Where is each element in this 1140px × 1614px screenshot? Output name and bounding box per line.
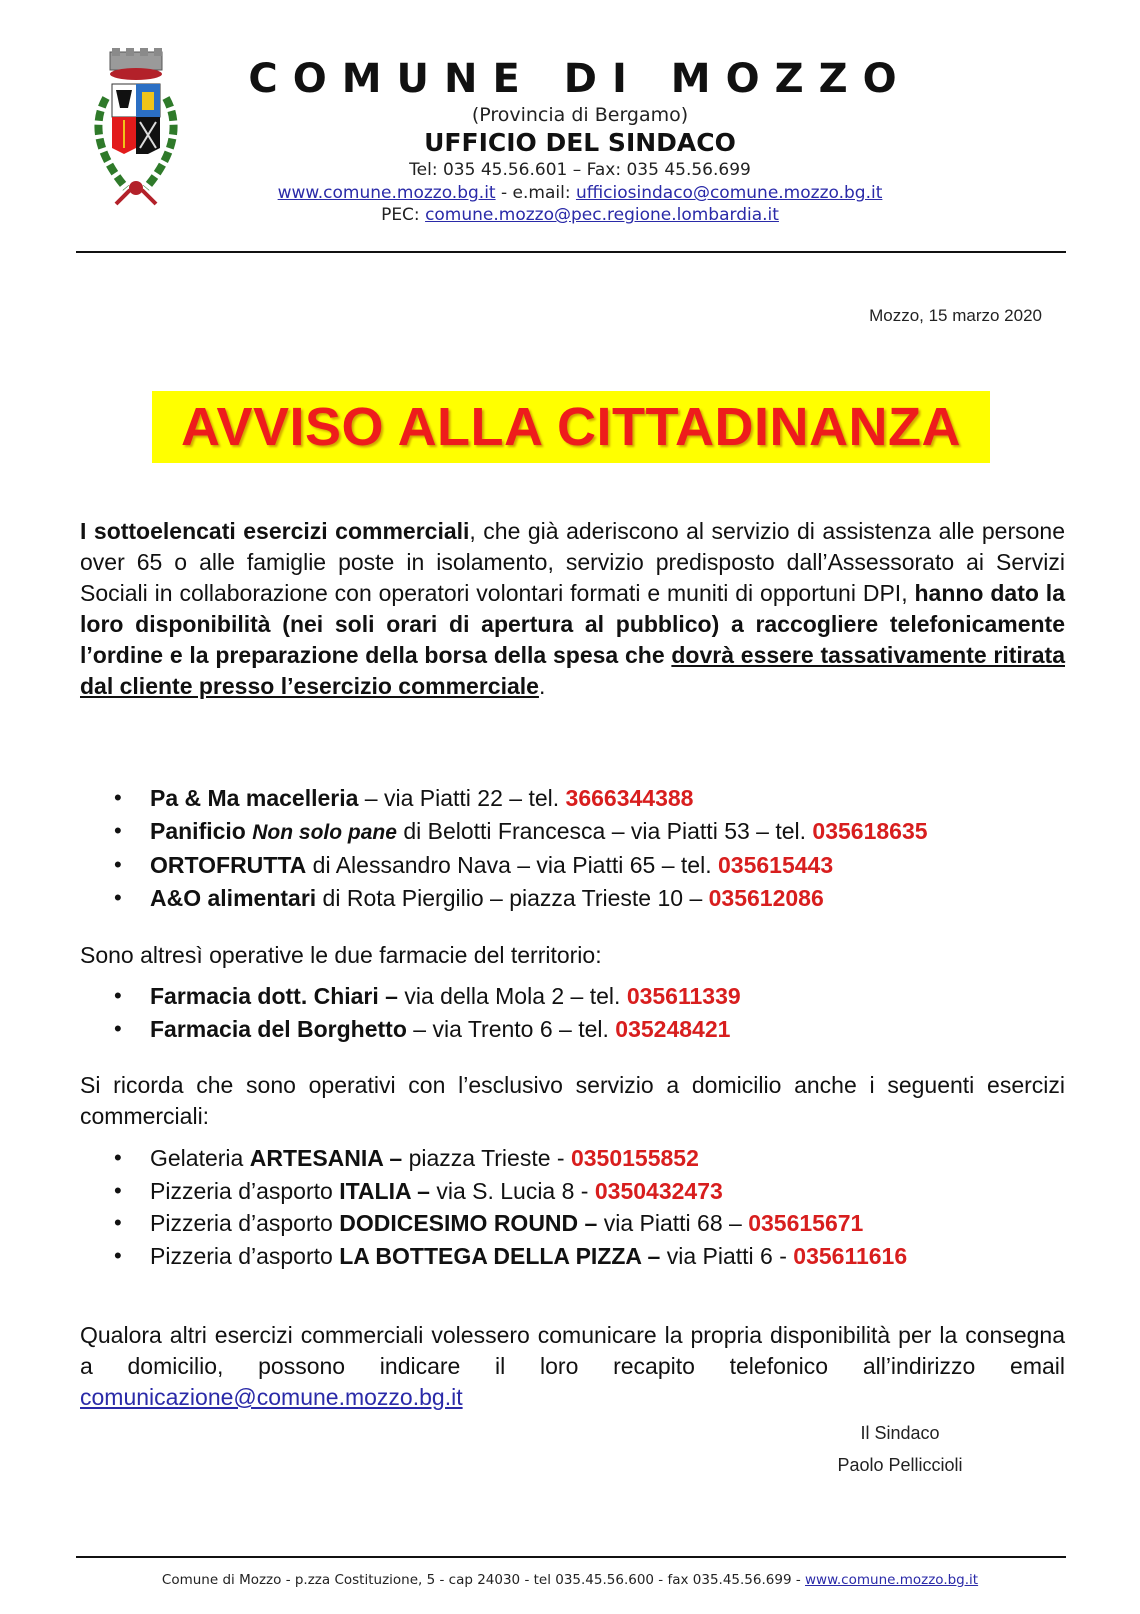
pharmacy-phone[interactable]: 035611339 xyxy=(626,983,741,1009)
list-item xyxy=(108,1207,907,1240)
intro-paragraph xyxy=(80,516,1065,702)
closing-paragraph xyxy=(80,1320,1065,1413)
shop-name: ORTOFRUTTA xyxy=(150,852,307,878)
business-type: Pizzeria d’asporto xyxy=(150,1210,340,1236)
delivery-list xyxy=(108,1142,907,1272)
footer-address: Comune di Mozzo - p.zza Costituzione, 5 - cap 24030 - tel 035.45.56.600 - fax 035.45.56.699 - xyxy=(161,1572,805,1588)
notice-title: AVVISO ALLA CITTADINANZA xyxy=(181,397,961,457)
office-tel-fax: Tel: 035 45.56.601 – Fax: 035 45.56.699 xyxy=(409,160,751,180)
footer-divider xyxy=(76,1556,1066,1558)
business-phone[interactable]: 0350432473 xyxy=(594,1177,723,1204)
intro-end: . xyxy=(538,673,546,699)
list-item xyxy=(108,1240,907,1273)
office-title: UFFICIO DEL SINDACO xyxy=(424,128,736,157)
intro-bold-lead: I sottoelencati esercizi commerciali xyxy=(80,518,470,544)
contact-line xyxy=(200,183,960,203)
pharmacy-name: Farmacia del Borghetto xyxy=(150,1015,407,1042)
shop-phone[interactable]: 035612086 xyxy=(708,884,824,911)
contact-email-link[interactable]: comunicazione@comune.mozzo.bg.it xyxy=(80,1384,463,1410)
municipality-title: COMUNE DI MOZZO xyxy=(248,56,912,102)
municipal-crest-icon xyxy=(76,48,196,208)
list-item xyxy=(108,882,928,915)
pharmacies-list xyxy=(108,980,741,1045)
delivery-intro: Si ricorda che sono operativi con l’esclusivo servizio a domicilio anche i seguenti esercizi commerciali: xyxy=(80,1072,1065,1129)
business-name: LA BOTTEGA DELLA PIZZA – xyxy=(339,1242,661,1269)
shop-phone[interactable]: 035618635 xyxy=(812,817,928,844)
business-name: ITALIA – xyxy=(339,1177,430,1204)
footer xyxy=(60,1572,1080,1588)
business-type: Pizzeria d’asporto xyxy=(150,1242,340,1269)
signature-role: Il Sindaco xyxy=(860,1423,940,1443)
business-phone[interactable]: 035615671 xyxy=(748,1210,864,1236)
pec-link[interactable]: comune.mozzo@pec.regione.lombardia.it xyxy=(425,205,779,225)
intro-bold-availability: hanno dato la loro disponibilità (nei soli orari di apertura al pubblico) a raccogliere telefonicamente l’ordine e la preparazione della borsa della spesa che xyxy=(80,580,1065,668)
pec-line xyxy=(200,205,960,225)
pharmacy-name: Farmacia dott. Chiari – xyxy=(150,983,398,1009)
list-item xyxy=(108,1175,907,1208)
business-type: Gelateria xyxy=(150,1145,250,1171)
notice-banner xyxy=(152,391,990,463)
business-address: via Piatti 68 – xyxy=(597,1210,749,1236)
shops-list xyxy=(108,782,928,914)
business-address: piazza Trieste - xyxy=(402,1145,571,1171)
pharmacy-phone[interactable]: 035248421 xyxy=(615,1015,731,1042)
email-label: - e.mail: xyxy=(495,183,576,203)
list-item xyxy=(108,1013,741,1046)
business-name: DODICESIMO ROUND – xyxy=(339,1210,598,1236)
shop-phone[interactable]: 035615443 xyxy=(717,852,834,878)
list-item xyxy=(108,782,928,815)
pec-label: PEC: xyxy=(381,205,426,225)
business-type: Pizzeria d’asporto xyxy=(150,1177,340,1204)
business-phone[interactable]: 0350155852 xyxy=(570,1145,699,1171)
website-link[interactable]: www.comune.mozzo.bg.it xyxy=(277,183,496,203)
closing-text: Qualora altri esercizi commerciali volessero comunicare la propria disponibilità per la consegna a domicilio, possono indicare il loro recapito telefonico all’indirizzo email xyxy=(80,1322,1065,1379)
intro-text: , che già aderiscono al servizio di assistenza alle persone over 65 o alle famiglie poste in isolamento, servizio predisposto dall’Assessorato ai Servizi Sociali in collaborazione con operatori volontari formati e muniti di opportuni DPI, xyxy=(80,518,1065,606)
province-label: (Provincia di Bergamo) xyxy=(471,104,689,126)
header-divider xyxy=(76,251,1066,253)
list-item xyxy=(108,980,741,1013)
shop-address: di Alessandro Nava – via Piatti 65 – tel. xyxy=(306,852,718,878)
pharmacies-intro: Sono altresì operative le due farmacie del territorio: xyxy=(80,942,602,968)
email-link[interactable]: ufficiosindaco@comune.mozzo.bg.it xyxy=(575,183,883,203)
list-item xyxy=(108,815,928,850)
business-address: via S. Lucia 8 - xyxy=(429,1177,595,1204)
business-phone[interactable]: 035611616 xyxy=(793,1242,908,1269)
document-date: Mozzo, 15 marzo 2020 xyxy=(869,306,1042,325)
shop-name: Pa & Ma macelleria xyxy=(150,785,359,811)
signature-name: Paolo Pelliccioli xyxy=(837,1455,963,1475)
pharmacy-address: via della Mola 2 – tel. xyxy=(397,983,627,1009)
business-address: via Piatti 6 - xyxy=(660,1242,794,1269)
list-item xyxy=(108,849,928,882)
shop-address: di Rota Piergilio – piazza Trieste 10 – xyxy=(316,884,709,911)
shop-name: A&O alimentari xyxy=(150,884,317,911)
list-item xyxy=(108,1142,907,1175)
pharmacy-address: – via Trento 6 – tel. xyxy=(406,1015,616,1042)
intro-pickup-requirement: dovrà essere tassativamente ritirata dal cliente presso l’esercizio commerciale xyxy=(80,642,1065,699)
shop-brand: Non solo pane xyxy=(252,820,397,844)
shop-name: Panificio xyxy=(150,817,253,844)
shop-phone[interactable]: 3666344388 xyxy=(565,785,694,811)
shop-address: di Belotti Francesca – via Piatti 53 – tel. xyxy=(396,817,813,844)
footer-website-link[interactable]: www.comune.mozzo.bg.it xyxy=(805,1572,979,1588)
business-name: ARTESANIA – xyxy=(249,1145,403,1171)
shop-address: – via Piatti 22 – tel. xyxy=(358,785,566,811)
